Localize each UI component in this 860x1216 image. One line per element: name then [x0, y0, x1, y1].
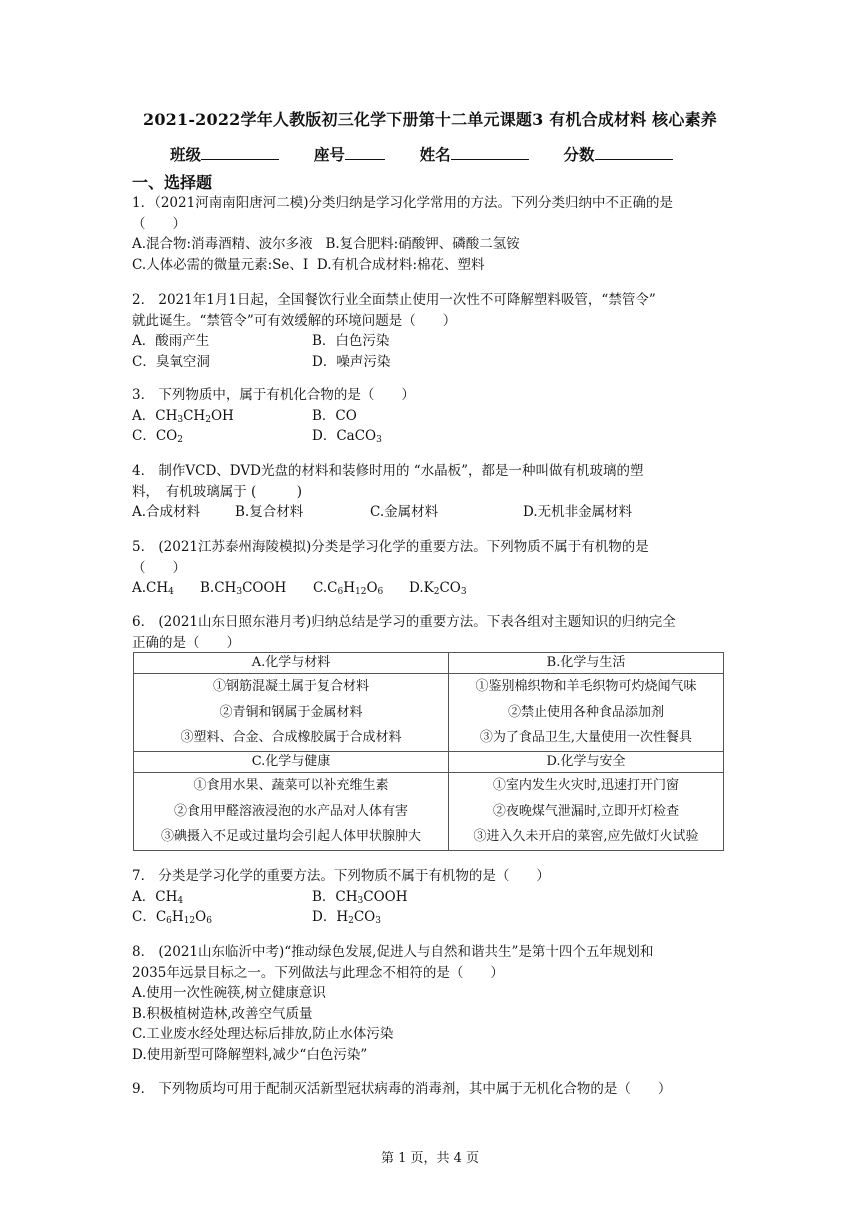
page-title: 2021-2022学年人教版初三化学下册第十二单元课题3 有机合成材料 核心素养: [143, 110, 717, 129]
table-cell-d: ①室内发生火灾时,迅速打开门窗 ②夜晚煤气泄漏时,立即开灯检查 ③进入久未开启的菜窖,应先做灯火试验: [449, 773, 724, 851]
question-7: 7． 分类是学习化学的重要方法。下列物质不属于有机物的是（ ） A．$CH_4$ B．$CH_3COOH$ C．$C_6H_{12}O_6$ D．$H_2CO_3$: [132, 868, 550, 926]
table-header-a: A.化学与材料: [134, 653, 449, 674]
page-footer: 第 1 页，共 4 页: [380, 1151, 480, 1166]
student-info-line: [170, 143, 673, 165]
option-b: B．CO: [312, 407, 357, 424]
knowledge-table: [133, 652, 724, 851]
class-label: 班级: [170, 145, 202, 164]
score-blank: [595, 145, 673, 160]
option-d: $D.K_2CO_3$: [409, 580, 467, 597]
class-blank: [201, 145, 279, 160]
table-header-d: D.化学与安全: [449, 752, 724, 773]
seat-blank: [345, 145, 385, 160]
question-3: 3． 下列物质中，属于有机化合物的是（ ） A．$CH_3CH_2OH$ B．CO C．$CO_2$ D．CaCO$_3$: [132, 387, 415, 445]
option-d: D．CaCO$_3$: [312, 428, 382, 445]
table-cell-c: ①食用水果、蔬菜可以补充维生素 ②食用甲醛溶液浸泡的水产品对人体有害 ③碘摄入不足或过量均会引起人体甲状腺肿大: [134, 773, 449, 851]
table-header-c: C.化学与健康: [134, 752, 449, 773]
question-5: 5． (2021江苏泰州海陵模拟)分类是学习化学的重要方法。下列物质不属于有机物的是 （ ） $A.CH_4$ $B.CH_3COOH$ $C.C_6H_{12}O_6$ $D.K_2CO_3$: [132, 539, 649, 597]
question-6: 6． (2021山东日照东港月考)归纳总结是学习的重要方法。下表各组对主题知识的归纳完全 正确的是（ ）: [132, 614, 676, 651]
name-blank: [451, 145, 529, 160]
table-header-b: B.化学与生活: [449, 653, 724, 674]
option-b: B．$CH_3COOH$: [312, 888, 408, 906]
option-a: A．$CH_4$: [132, 888, 184, 906]
seat-label: 座号: [313, 145, 345, 164]
option-a: $A.CH_4$: [132, 580, 174, 597]
table-cell-a: ①钢筋混凝土属于复合材料 ②青铜和钢属于金属材料 ③塑料、合金、合成橡胶属于合成材料: [134, 674, 449, 752]
question-9: 9． 下列物质均可用于配制灭活新型冠状病毒的消毒剂，其中属于无机化合物的是（ ）: [132, 1081, 672, 1097]
option-d: D．$H_2CO_3$: [312, 909, 381, 926]
options-row: A.混合物:消毒酒精、波尔多液 B.复合肥料:硝酸钾、磷酸二氢铵: [132, 236, 520, 252]
option-c: C．$C_6H_{12}O_6$: [132, 909, 212, 926]
name-label: 姓名: [419, 145, 451, 164]
option-a: A．$CH_3CH_2OH$: [132, 407, 234, 425]
section-heading: 一、选择题: [132, 173, 213, 192]
question-8: 8． (2021山东临沂中考)“推动绿色发展,促进人与自然和谐共生”是第十四个五年规划和 2035年远景目标之一。下列做法与此理念不相符的是（ ） A.使用一次性碗筷,树立健康意识 B.积极植树造林,改善空气质量 C.工业废水经处理达标后排放,防止水体污染 D.使用新型可降解塑料,减少“白色污染”: [132, 944, 654, 1063]
option-c: C．$CO_2$: [132, 428, 183, 445]
option-c: $C.C_6H_{12}O_6$: [313, 580, 384, 597]
score-label: 分数: [563, 145, 595, 164]
options-row: C.人体必需的微量元素:Se、I D.有机合成材料:棉花、塑料: [132, 256, 485, 273]
question-2: 2． 2021年1月1日起，全国餐饮行业全面禁止使用一次性不可降解塑料吸管，“禁管令” 就此诞生。“禁管令”可有效缓解的环境问题是（ ） A．酸雨产生 B．白色污染 C．臭氧空洞 D．噪声污染: [132, 292, 656, 370]
question-1: 1．（2021河南南阳唐河二模)分类归纳是学习化学常用的方法。下列分类归纳中不正确的是 （ ） A.混合物:消毒酒精、波尔多液 B.复合肥料:硝酸钾、磷酸二氢铵 C.人体必需的微量元素:Se、I D.有机合成材料:棉花、塑料: [132, 193, 732, 275]
table-cell-b: ①鉴别棉织物和羊毛织物可灼烧闻气味 ②禁止使用各种食品添加剂 ③为了食品卫生,大量使用一次性餐具: [449, 674, 724, 752]
option-b: $B.CH_3COOH$: [200, 580, 287, 597]
question-4: 4． 制作VCD、DVD光盘的材料和装修时用的 “水晶板”，都是一种叫做有机玻璃的塑 料， 有机玻璃属于 ( ) A.合成材料 B.复合材料 C.金属材料 D.无机非金属材料: [132, 463, 644, 520]
